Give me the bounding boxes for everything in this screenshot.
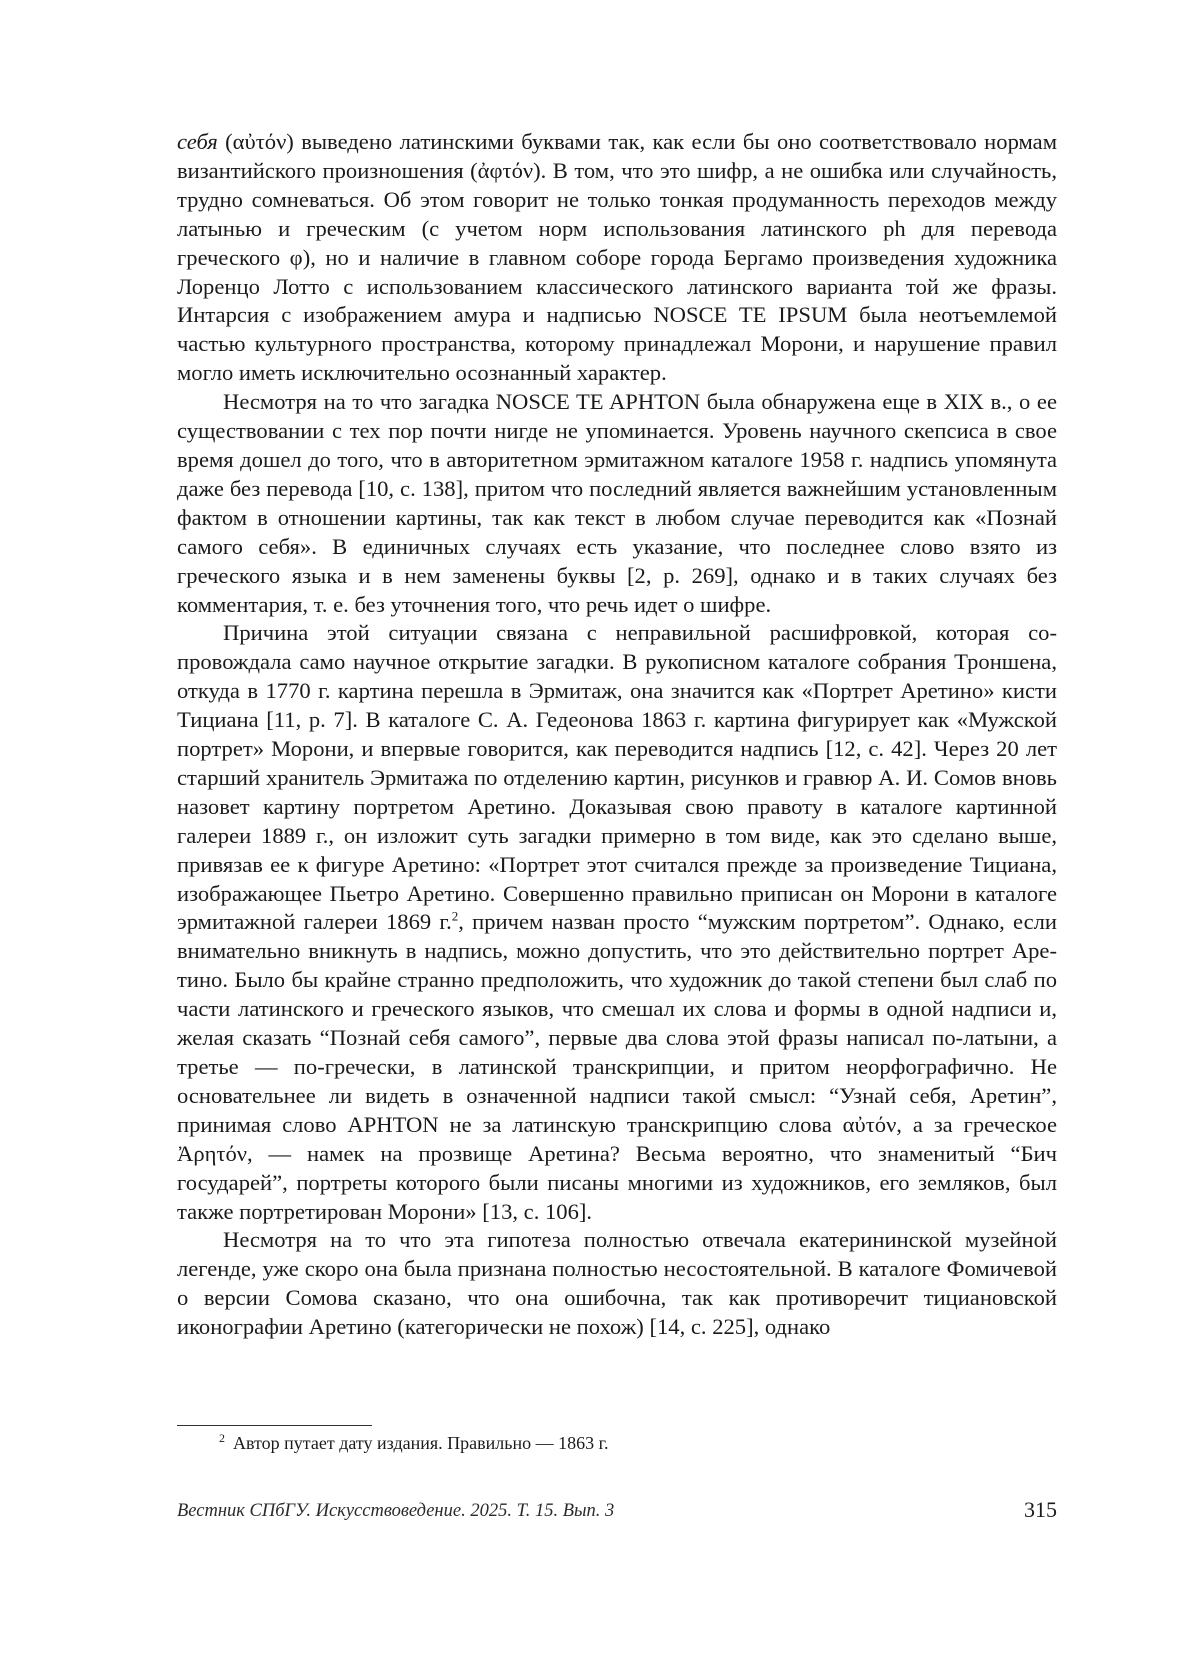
paragraph-3 [177, 619, 1057, 1226]
paragraph-1-italic-lead: себя [177, 129, 218, 154]
running-footer [177, 1497, 1057, 1527]
footnote-divider [177, 1425, 372, 1426]
paragraph-3-text-before-ref: Причина этой ситуации связана с неправильной расшифровкой, которая сопровождала само научное открытие загадки. В рукописном каталоге собрания Троншена, откуда в 1770 г. картина перешла в Эрмитаж, она значится как «Портрет Аретино» кисти Тициана [11, p. 7]. В каталоге С. А. Гедеонова 1863 г. картина фигурирует как «Мужской портрет» Морони, и впервые говорится, как переводится надпись [12, с. 42]. Через 20 лет старший хранитель Эрмитажа по отделению картин, рисунков и гравюр А. И. Сомов вновь назовет картину портретом Аретино. Доказывая свою правоту в каталоге картинной галереи 1889 г., он изложит суть загадки примерно в том виде, как это сделано выше, привязав ее к фигуре Аретино: «Портрет этот считался прежде за произведение Тициана, изображающее Пьетро Аретино. Совершенно правильно приписан он Морони в каталоге эрмитажной галереи 1869 г. [177, 620, 1057, 935]
footnote-number: 2 [219, 1431, 225, 1445]
footnote-reference[interactable]: 2 [451, 908, 459, 924]
journal-title: Вестник СПбГУ. Искусствоведение. 2025. Т. 15. Вып. 3 [177, 1501, 615, 1521]
article-body [177, 128, 1057, 1342]
paragraph-2: Несмотря на то что загадка NOSCE TE APHTON была обнаружена еще в XIX в., о ее существовании с тех пор почти нигде не упоминается. Уровень научного скепсиса в свое время дошел до того, что в авторитетном эрмитажном каталоге 1958 г. надпись упомянута даже без перевода [10, с. 138], притом что последний является важнейшим установленным фактом в отношении картины, так как текст в любом случае переводится как «Познай самого себя». В единичных случаях есть указание, что последнее слово взято из греческого языка и в нем заменены буквы [2, p. 269], однако и в таких случаях без комментария, т. е. без уточнения того, что речь идет о шифре. [177, 389, 1057, 617]
paragraph-4: Несмотря на то что эта гипотеза полностью отвечала екатерининской музейной легенде, уже скоро она была признана полностью несостоятельной. В каталоге Фомичевой о версии Сомова сказано, что она ошибочна, так как противоречит тициановской иконографии Аретино (категорически не похож) [14, с. 225], однако [177, 1227, 1057, 1340]
footnote-text: Автор путает дату издания. Правильно — 1863 г. [233, 1433, 609, 1453]
paragraph-3-text-after-ref: , причем назван просто “мужским портретом”. Однако, если внимательно вникнуть в надпись, можно допустить, что это действительно портрет Аретино. Было бы крайне странно предположить, что художник до такой степени был слаб по части латинского и греческого языков, что смешал их слова и формы в одной надписи и, желая сказать “Познай себя самого”, первые два слова этой фразы написал по-латыни, а третье — по-гречески, в латинской транскрипции, и притом неорфографично. Не основательнее ли видеть в означенной надписи такой смысл: “Узнай себя, Аретин”, принимая слово APHTON не за латинскую транскрипцию слова αὐτόν, а за греческое Ἀρητόν, — намек на прозвище Аретина? Весьма вероятно, что знаменитый “Бич государей”, портреты которого были писаны многими из художников, его земляков, был также портретирован Морони» [13, с. 106]. [177, 909, 1057, 1224]
footnote [219, 1431, 608, 1455]
page-number: 315 [1024, 1497, 1057, 1522]
paragraph-1 [177, 128, 1057, 388]
paragraph-1-text: (αὐτόν) выведено латинскими буквами так, как если бы оно соответствовало нормам византийского произношения (ἀφτόν). В том, что это шифр, а не ошибка или случайность, трудно сомневаться. Об этом говорит не только тонкая продуманность переходов между латынью и греческим (с учетом норм использования латинского ph для перевода греческого φ), но и наличие в главном соборе города Бергамо произведения художника Лоренцо Лотто с использованием классического латинского варианта той же фразы. Интарсия с изображением амура и надписью NOSCE TE IPSUM была неотъемлемой частью культурного пространства, которому принадлежал Морони, и нарушение правил могло иметь исключительно осознанный характер. [177, 129, 1057, 386]
